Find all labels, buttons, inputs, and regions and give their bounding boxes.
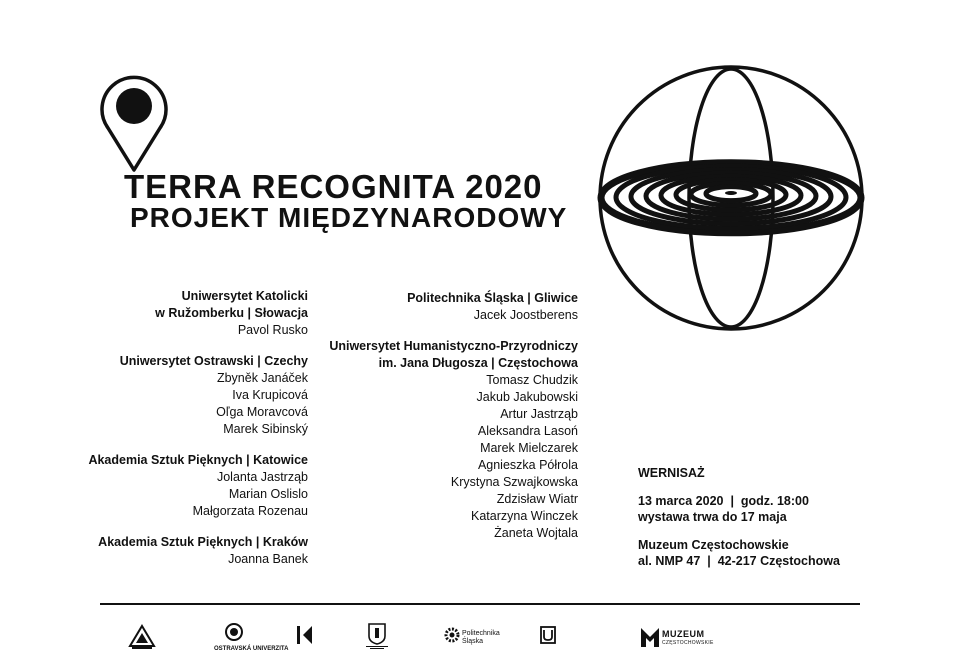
participant-name: Iva Krupicová: [232, 388, 308, 402]
institution-line: Uniwersytet Humanistyczno-Przyrodniczy: [329, 339, 578, 353]
event-date: 13 marca 2020 | godz. 18:00: [638, 494, 809, 508]
participant-name: Katarzyna Winczek: [471, 509, 578, 523]
ripple-center: [725, 191, 737, 195]
participant-name: Joanna Banek: [228, 552, 308, 566]
participant-name: Tomasz Chudzik: [486, 373, 578, 387]
participant-name: Jacek Joostberens: [473, 308, 578, 322]
event-heading: WERNISAŻ: [638, 466, 705, 480]
institution-line: Politechnika Śląska | Gliwice: [407, 291, 578, 305]
logo-muzeum-subtext: CZĘSTOCHOWSKIE: [662, 640, 714, 646]
group-ostrava: [60, 353, 308, 438]
logo-asp-krakow: [364, 622, 390, 650]
participant-name: Marek Sibinský: [223, 422, 308, 436]
ostrava-emblem-icon: [214, 623, 254, 641]
middle-column: [320, 290, 578, 556]
participant-name: Marian Oslislo: [228, 487, 308, 501]
logo-muzeum-text: MUZEUM: [662, 629, 705, 639]
participant-name: Małgorzata Rozenau: [192, 504, 308, 518]
logo-asp-katowice: [296, 625, 314, 645]
event-duration: wystawa trwa do 17 maja: [638, 510, 787, 524]
logo-ostrava: [214, 623, 289, 653]
group-politechnika: [320, 290, 578, 324]
logo-ruzomberok: [128, 624, 156, 650]
participant-name: Krystyna Szwajkowska: [450, 475, 578, 489]
group-asp-katowice: [60, 452, 308, 520]
group-ujd: [320, 338, 578, 542]
logo-ujd: [540, 626, 556, 644]
title-line-2: PROJEKT MIĘDZYNARODOWY: [130, 202, 568, 233]
institution-line: Uniwersytet Ostrawski | Czechy: [119, 354, 308, 368]
title-line-1: TERRA RECOGNITA 2020: [124, 168, 543, 205]
participant-name: Pavol Rusko: [237, 323, 308, 337]
participant-name: Jakub Jakubowski: [476, 390, 578, 404]
institution-line: Akademia Sztuk Pięknych | Kraków: [98, 535, 308, 549]
institution-line: w Ružomberku | Słowacja: [155, 306, 308, 320]
institution-line: im. Jana Długosza | Częstochowa: [378, 356, 578, 370]
participant-name: Artur Jastrząb: [500, 407, 578, 421]
logo-ostrava-text: OSTRAVSKÁ UNIVERZITA: [214, 646, 289, 652]
muzeum-emblem-icon: [640, 624, 660, 648]
event-address: al. NMP 47 | 42-217 Częstochowa: [638, 554, 840, 568]
participant-name: Agnieszka Półrola: [477, 458, 578, 472]
participant-name: Oľga Moravcová: [216, 405, 308, 419]
participant-name: Żaneta Wojtala: [494, 526, 578, 540]
group-asp-krakow: [60, 534, 308, 568]
institution-line: Uniwersytet Katolicki: [181, 289, 308, 303]
participant-name: Marek Mielczarek: [480, 441, 578, 455]
logo-politechnika-text: Politechnika Śląska: [462, 630, 500, 645]
footer-divider: [100, 603, 860, 605]
gear-icon: [444, 627, 460, 643]
event-info: [638, 465, 888, 569]
group-ruzomberok: [60, 288, 308, 339]
participant-name: Aleksandra Lasoń: [477, 424, 578, 438]
event-venue: Muzeum Częstochowskie: [638, 538, 789, 552]
map-pin-icon: [96, 66, 172, 176]
participant-name: Zdzisław Wiatr: [496, 492, 578, 506]
institution-line: Akademia Sztuk Pięknych | Katowice: [88, 453, 308, 467]
left-column: [60, 288, 308, 582]
participant-name: Zbyněk Janáček: [216, 371, 308, 385]
globe-icon: [596, 63, 866, 333]
participant-name: Jolanta Jastrząb: [216, 470, 308, 484]
